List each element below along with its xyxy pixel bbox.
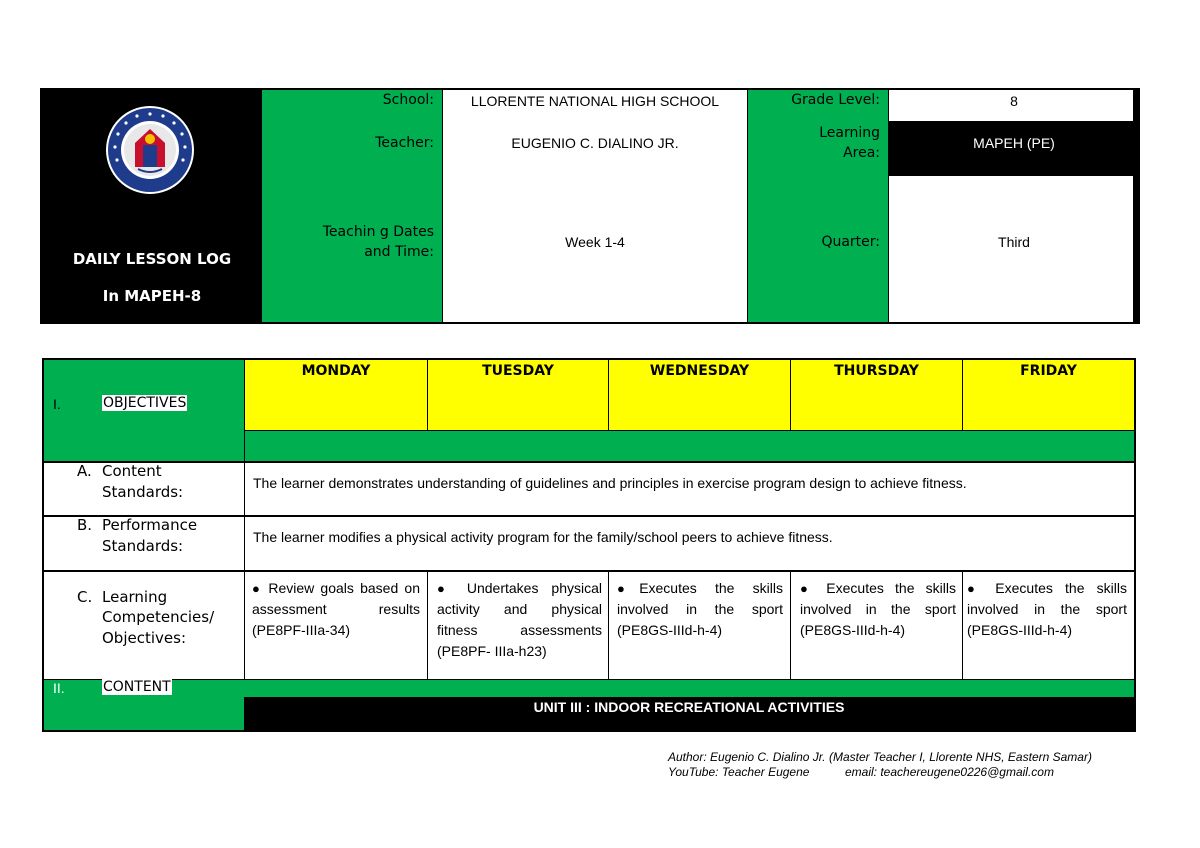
competency-wednesday (617, 578, 783, 641)
competency-text: Review goals based on assessment results (PE8PF-IIIa-34) (252, 580, 420, 638)
quarter-label: Quarter: (821, 234, 880, 250)
content-standards-label-1: Content (102, 462, 162, 480)
bullet-icon: ● (800, 581, 816, 596)
area-label-line1: Learning (819, 125, 880, 141)
competency-text: Undertakes physical activity and physical fitness assessments (PE8PF- IIIa-h23) (437, 580, 602, 659)
deped-seal-icon (105, 105, 195, 195)
competency-friday (967, 578, 1127, 641)
dates-label-line2: and Time: (364, 244, 434, 260)
dates-label-line1: Teachin g Dates (322, 224, 434, 240)
day-label: MONDAY (301, 363, 371, 379)
competencies-label-1: Learning (102, 588, 168, 606)
grade-label: Grade Level: (791, 92, 880, 108)
grade-value: 8 (1010, 93, 1018, 109)
header-value-column (443, 90, 747, 322)
day-label: THURSDAY (834, 363, 919, 379)
competency-tuesday (437, 578, 602, 662)
objectives-num: I. (53, 396, 61, 412)
competency-monday (252, 578, 420, 641)
day-friday (963, 360, 1134, 430)
content-standards-text: The learner demonstrates understanding of guidelines and principles in exercise program design to achieve fitness. (253, 475, 967, 491)
day-label: TUESDAY (482, 363, 554, 379)
page-subtitle: In MAPEH-8 (102, 287, 202, 305)
day-label: FRIDAY (1020, 363, 1077, 379)
competencies-label-2: Competencies/ (102, 608, 215, 626)
performance-standards-text: The learner modifies a physical activity program for the family/school peers to achieve fitness. (253, 529, 833, 545)
content-standards-letter: A. (77, 462, 92, 480)
bullet-icon: ● (967, 581, 984, 596)
day-thursday (791, 360, 962, 430)
day-wednesday (609, 360, 790, 430)
bullet-icon: ● (617, 581, 640, 596)
day-header-band (245, 431, 1134, 461)
quarter-value: Third (998, 234, 1030, 250)
page-title: DAILY LESSON LOG (72, 250, 232, 268)
deped-logo (105, 105, 195, 195)
bullet-icon: ● (437, 581, 454, 596)
competency-text: Executes the skills involved in the sport (PE8GS-IIId-h-4) (617, 580, 783, 638)
email-credit: email: teachereugene0226@gmail.com (845, 765, 1054, 779)
school-value: LLORENTE NATIONAL HIGH SCHOOL (470, 93, 720, 109)
area-value: MAPEH (PE) (973, 135, 1055, 151)
objectives-label: OBJECTIVES (103, 395, 187, 411)
area-label-line2: Area: (843, 145, 880, 161)
header-label-column (262, 90, 442, 322)
dates-value: Week 1-4 (565, 234, 625, 250)
performance-standards-letter: B. (77, 516, 93, 534)
competencies-label-3: Objectives: (102, 629, 186, 647)
content-label: CONTENT (103, 679, 171, 695)
day-label: WEDNESDAY (649, 363, 750, 379)
school-label: School: (382, 92, 434, 108)
competency-text: Executes the skills involved in the sport (PE8GS-IIId-h-4) (800, 580, 956, 638)
content-standards-label-2: Standards: (102, 483, 184, 501)
day-monday (245, 360, 427, 430)
youtube-credit: YouTube: Teacher Eugene (668, 765, 810, 779)
teacher-value: EUGENIO C. DIALINO JR. (511, 135, 679, 151)
author-credit: Author: Eugenio C. Dialino Jr. (Master Teacher I, Llorente NHS, Eastern Samar) (668, 750, 1092, 764)
performance-standards-label-1: Performance (102, 516, 198, 534)
competencies-letter: C. (77, 588, 93, 606)
bullet-icon: ● (252, 581, 263, 596)
competency-thursday (800, 578, 956, 641)
day-tuesday (428, 360, 608, 430)
unit-title: UNIT III : INDOOR RECREATIONAL ACTIVITIES (533, 699, 845, 715)
content-num: II. (53, 680, 65, 696)
teacher-label: Teacher: (375, 135, 434, 151)
competency-text: Executes the skills involved in the sport (PE8GS-IIId-h-4) (967, 580, 1127, 638)
performance-standards-label-2: Standards: (102, 537, 184, 555)
